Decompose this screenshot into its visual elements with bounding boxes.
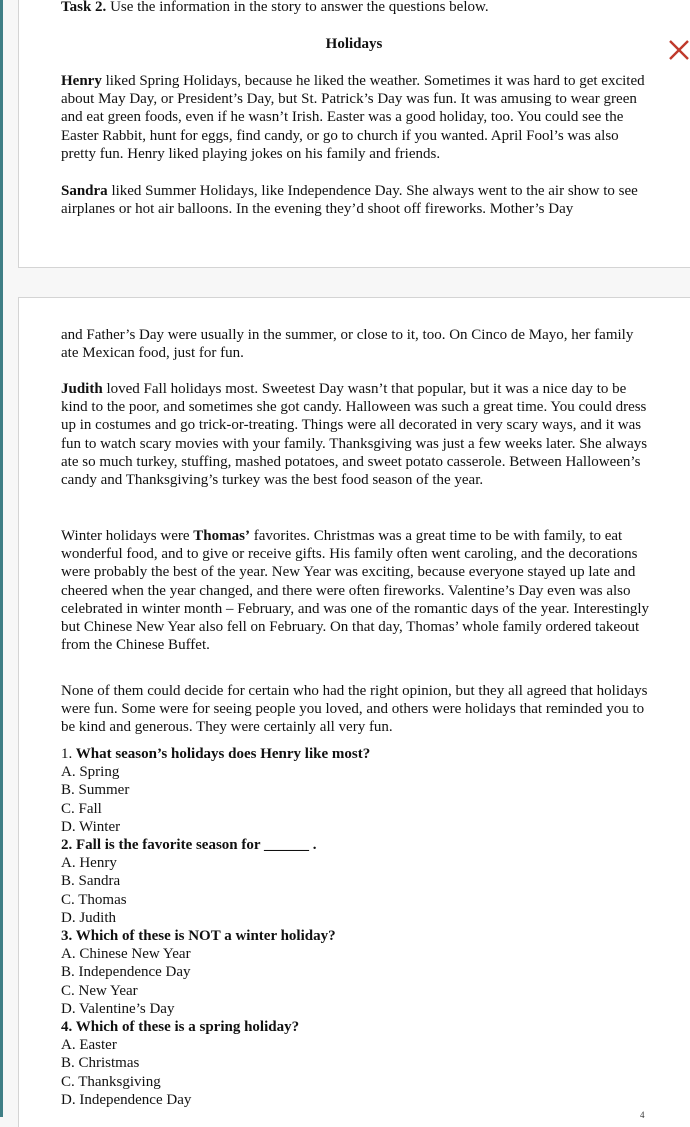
option[interactable]: C. Fall <box>61 800 102 817</box>
paragraph-text: favorites. Christmas was a great time to be with family, to eat wonderful food, and to give or receive gifts. His family often went caroling, and the decorations were probably the best of the year. New Year was exciting, because everyone stayed up late and cheered when the year changed, and there were often fireworks. Valentine’s Day even was also celebrated in winter month – February, and was one of the romantic days of the year. Interestingly but Chinese New Year also fell on February. On that day, Thomas’ whole family ordered takeout from the Chinese Buffet. <box>61 528 650 654</box>
paragraph-text: liked Spring Holidays, because he liked the weather. Sometimes it was hard to get excited about May Day, or President’s Day, but St. Patrick’s Day was fun. It was amusing to wear green and eat green foods, even if he wasn’t Irish. Easter was a good holiday, too. You could see the Easter Rabbit, hunt for eggs, find candy, or go to church if you wanted. April Fool’s was also pretty fun. Henry liked playing jokes on his family and friends. <box>61 73 645 162</box>
questions <box>61 745 651 1109</box>
name-sandra: Sandra <box>61 183 108 199</box>
paragraph-henry <box>61 72 651 163</box>
option[interactable]: A. Chinese New Year <box>61 946 191 963</box>
paragraph-text: None of them could decide for certain who had the right opinion, but they all agreed that holidays were fun. Some were for seeing people you loved, and others were holidays that reminded you to be kind and generous. They were certainly all very fun. <box>61 683 648 736</box>
task-label: Task 2. <box>61 0 107 15</box>
question-number: 3. <box>61 928 73 945</box>
question-1 <box>61 745 651 836</box>
paragraph-sandra-continued <box>61 326 651 362</box>
option[interactable]: B. Independence Day <box>61 964 191 981</box>
page-2 <box>18 297 690 1127</box>
option[interactable]: C. Thomas <box>61 891 127 908</box>
option[interactable]: D. Winter <box>61 818 121 835</box>
option[interactable]: D. Judith <box>61 909 117 926</box>
paragraph-text: and Father’s Day were usually in the summer, or close to it, too. On Cinco de Mayo, her family ate Mexican food, just for fun. <box>61 327 634 362</box>
option[interactable]: B. Summer <box>61 782 130 799</box>
paragraph-text: loved Fall holidays most. Sweetest Day wasn’t that popular, but it was a nice day to be kind to the poor, and sometimes she got candy. Halloween was such a great time. You could dress up in costumes and go trick-or-treating. Things were all decorated in very scary ways, and it was fun to watch scary movies with your family. Thanksgiving was just a few weeks later. She always ate so much turkey, stuffing, mashed potatoes, and sweet potato casserole. Between Halloween’s candy and Thanksgiving’s turkey was the best food season of the year. <box>61 381 648 489</box>
paragraph-thomas <box>61 527 651 654</box>
option[interactable]: D. Independence Day <box>61 1091 192 1108</box>
question-2 <box>61 836 651 927</box>
name-judith: Judith <box>61 381 103 397</box>
question-3 <box>61 927 651 1018</box>
option[interactable]: A. Spring <box>61 764 120 781</box>
option[interactable]: D. Valentine’s Day <box>61 1000 175 1017</box>
question-number: 4. <box>61 1019 73 1036</box>
option[interactable]: C. Thanksgiving <box>61 1073 161 1090</box>
name-thomas: Thomas’ <box>193 528 250 544</box>
question-number: 1. <box>61 746 73 762</box>
option[interactable]: A. Henry <box>61 855 117 872</box>
paragraph-text: liked Summer Holidays, like Independence Day. She always went to the air show to see airplanes or hot air balloons. In the evening they’d shoot off fireworks. Mother’s Day <box>61 183 638 218</box>
task-instruction: Use the information in the story to answer the questions below. <box>106 0 489 15</box>
question-text: What season’s holidays does Henry like most? <box>72 746 371 762</box>
option[interactable]: B. Sandra <box>61 873 121 890</box>
option[interactable]: C. New Year <box>61 982 138 999</box>
story-title: Holidays <box>325 36 383 52</box>
left-rail <box>0 0 3 1117</box>
paragraph-conclusion <box>61 682 651 737</box>
question-number: 2. <box>61 837 73 854</box>
question-text: Fall is the favorite season for ______ . <box>72 837 317 854</box>
page-number: 4 <box>640 1110 645 1120</box>
close-x-icon[interactable] <box>666 37 690 63</box>
question-4 <box>61 1018 651 1109</box>
option[interactable]: A. Easter <box>61 1037 117 1054</box>
page-1 <box>18 0 690 268</box>
paragraph-prefix: Winter holidays were <box>61 528 194 544</box>
task-header <box>61 0 651 16</box>
question-text: Which of these is NOT a winter holiday? <box>72 928 336 945</box>
paragraph-sandra <box>61 182 651 218</box>
option[interactable]: B. Christmas <box>61 1055 140 1072</box>
name-henry: Henry <box>61 73 102 89</box>
question-text: Which of these is a spring holiday? <box>72 1019 300 1036</box>
paragraph-judith <box>61 380 651 489</box>
